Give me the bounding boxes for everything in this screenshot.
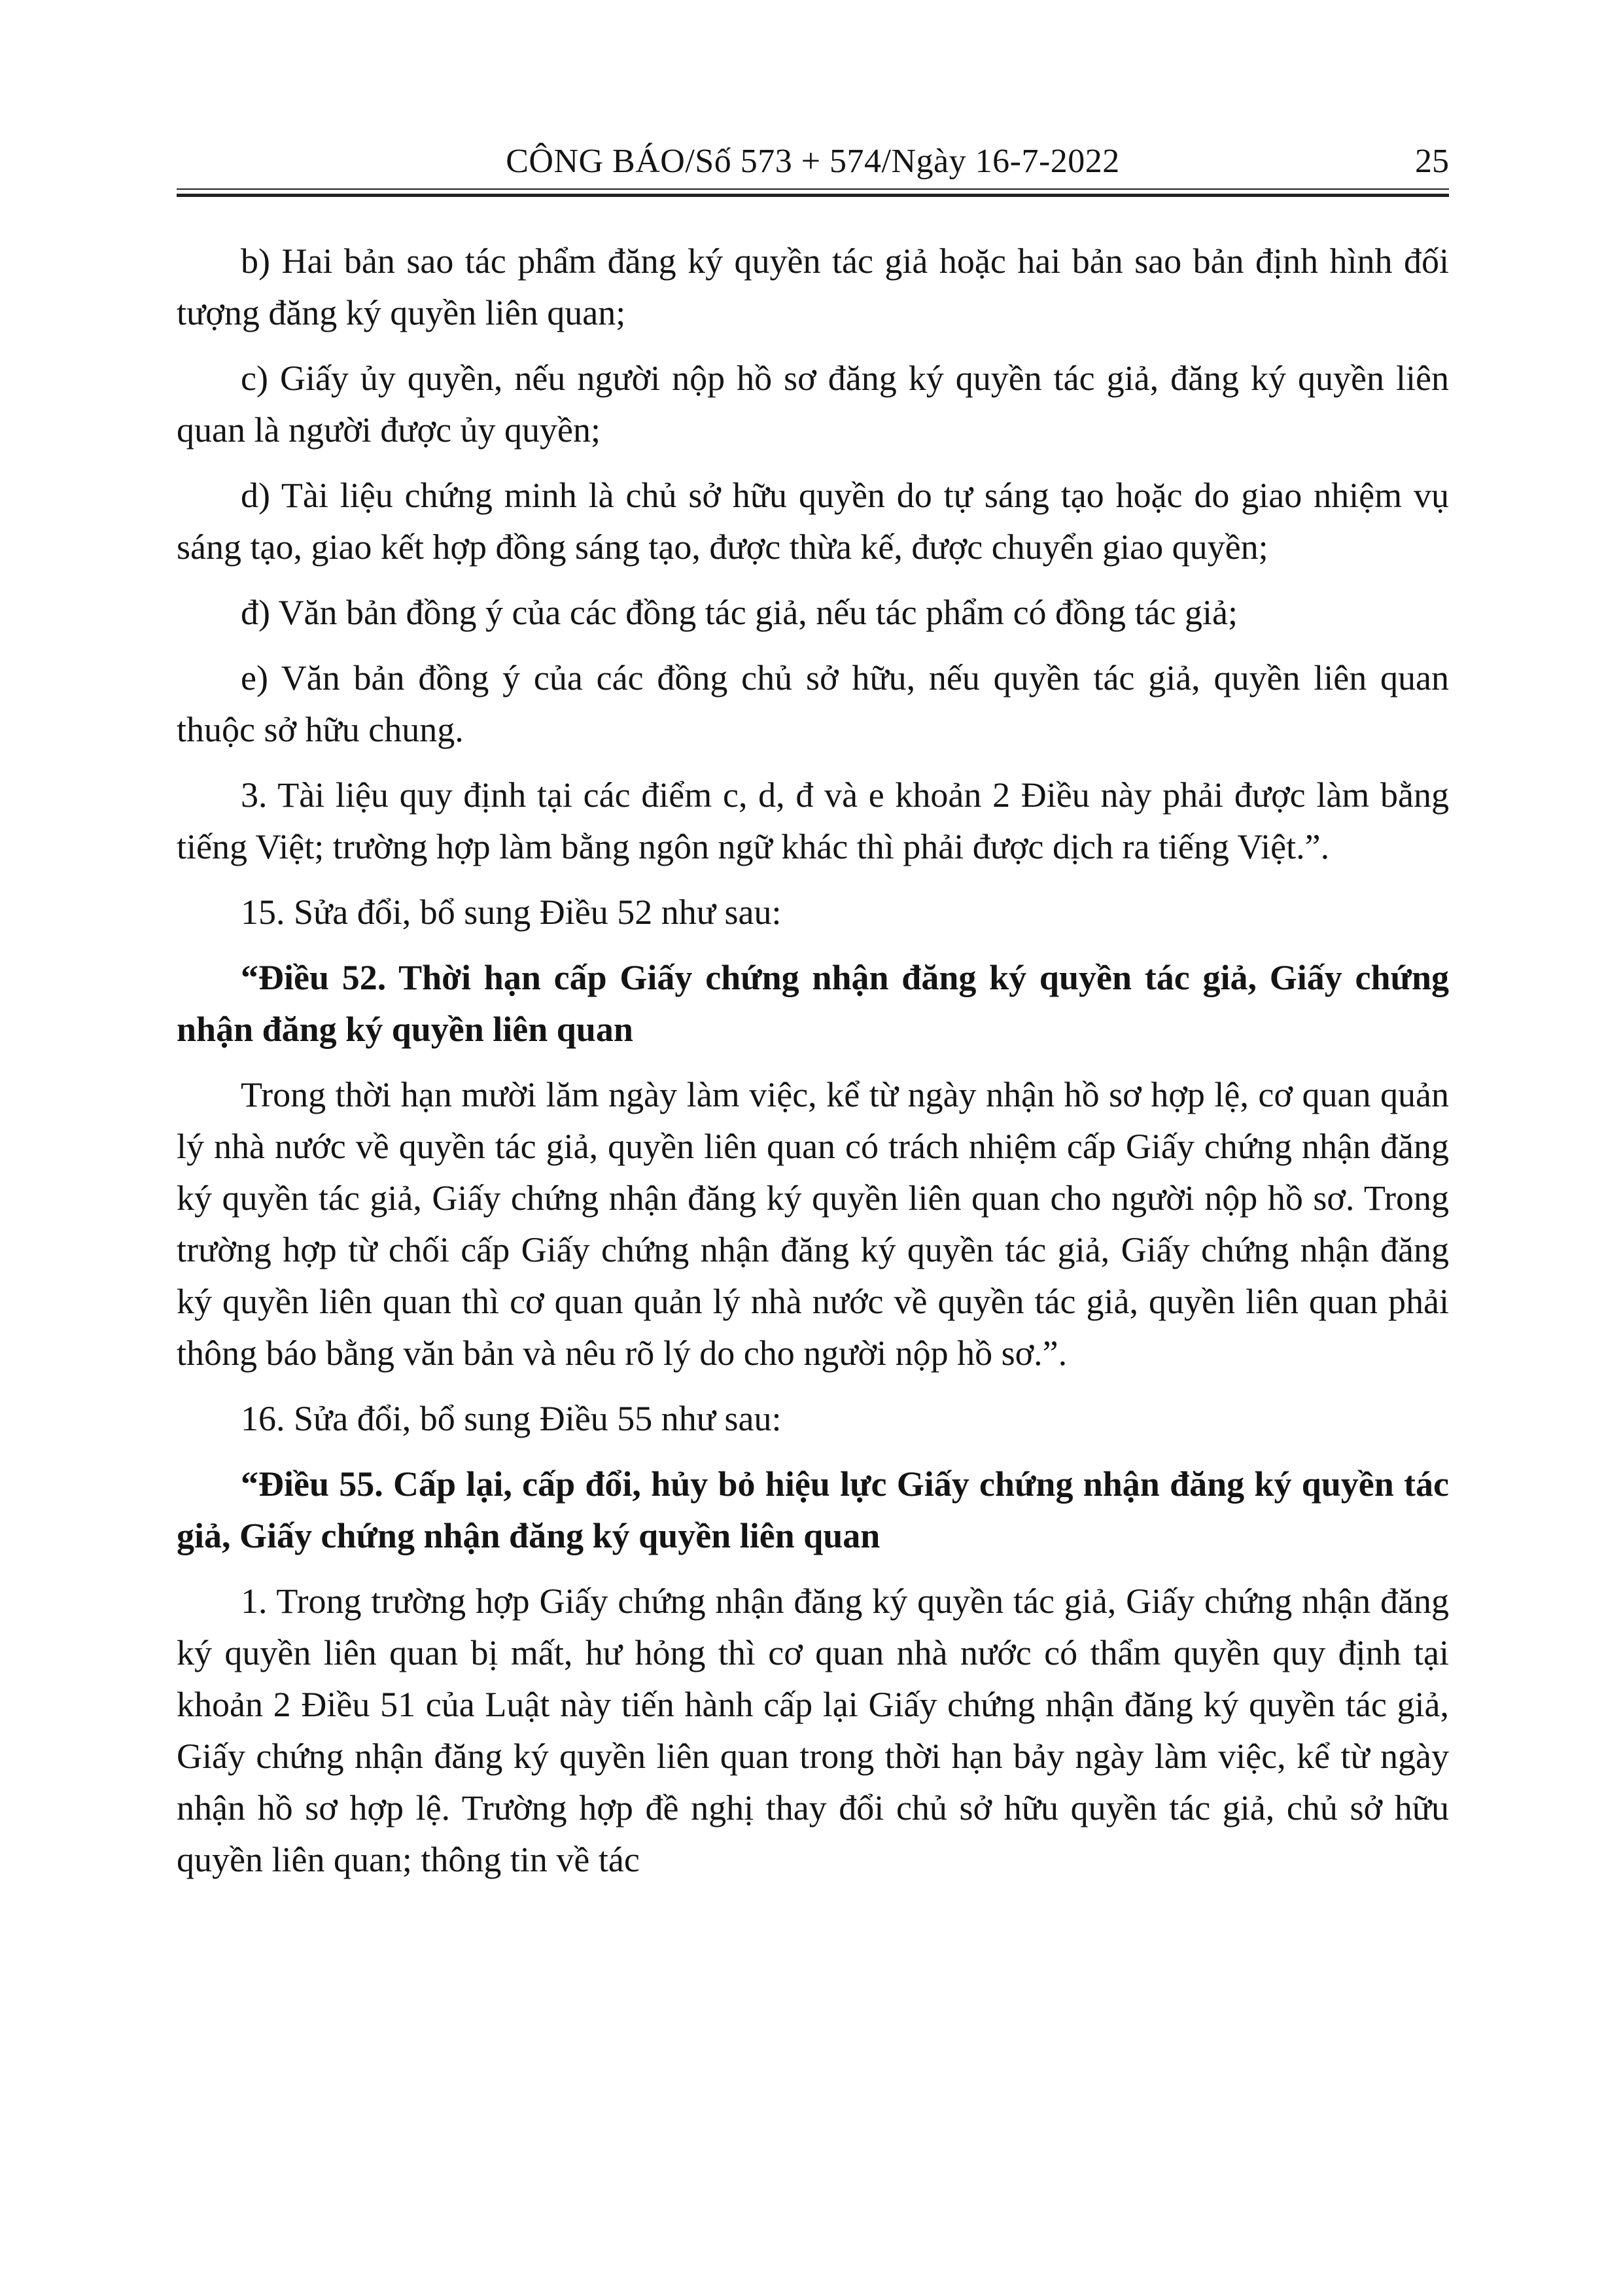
clause-c: c) Giấy ủy quyền, nếu người nộp hồ sơ đăng ký quyền tác giả, đăng ký quyền liên quan là người được ủy quyền; (177, 359, 1449, 450)
article-52-body: Trong thời hạn mười lăm ngày làm việc, kể từ ngày nhận hồ sơ hợp lệ, cơ quan quản lý nhà nước về quyền tác giả, quyền liên quan có trách nhiệm cấp Giấy chứng nhận đăng ký quyền tác giả, Giấy chứng nhận đăng ký quyền liên quan cho người nộp hồ sơ. Trong trường hợp từ chối cấp Giấy chứng nhận đăng ký quyền tác giả, Giấy chứng nhận đăng ký quyền liên quan thì cơ quan quản lý nhà nước về quyền tác giả, quyền liên quan phải thông báo bằng văn bản và nêu rõ lý do cho người nộp hồ sơ.”. (177, 1075, 1449, 1373)
article-52-heading: “Điều 52. Thời hạn cấp Giấy chứng nhận đăng ký quyền tác giả, Giấy chứng nhận đăng ký quyền liên quan (177, 958, 1449, 1049)
header-rule-thin (177, 188, 1449, 190)
document-body (177, 236, 1449, 1899)
article-55-item-1: 1. Trong trường hợp Giấy chứng nhận đăng ký quyền tác giả, Giấy chứng nhận đăng ký quyền liên quan bị mất, hư hỏng thì cơ quan nhà nước có thẩm quyền quy định tại khoản 2 Điều 51 của Luật này tiến hành cấp lại Giấy chứng nhận đăng ký quyền tác giả, Giấy chứng nhận đăng ký quyền liên quan trong thời hạn bảy ngày làm việc, kể từ ngày nhận hồ sơ hợp lệ. Trường hợp đề nghị thay đổi chủ sở hữu quyền tác giả, chủ sở hữu quyền liên quan; thông tin về tác (177, 1581, 1449, 1879)
amendment-15: 15. Sửa đổi, bổ sung Điều 52 như sau: (241, 892, 782, 932)
header-rule-thick (177, 194, 1449, 197)
page-number: 25 (1415, 143, 1449, 180)
clause-b: b) Hai bản sao tác phẩm đăng ký quyền tác giả hoặc hai bản sao bản định hình đối tượng đăng ký quyền liên quan; (177, 241, 1449, 332)
item-3: 3. Tài liệu quy định tại các điểm c, d, đ và e khoản 2 Điều này phải được làm bằng tiếng Việt; trường hợp làm bằng ngôn ngữ khác thì phải được dịch ra tiếng Việt.”. (177, 775, 1449, 866)
page-header (177, 139, 1449, 185)
article-55-heading: “Điều 55. Cấp lại, cấp đổi, hủy bỏ hiệu lực Giấy chứng nhận đăng ký quyền tác giả, Giấy chứng nhận đăng ký quyền liên quan (177, 1464, 1449, 1555)
amendment-16: 16. Sửa đổi, bổ sung Điều 55 như sau: (241, 1399, 782, 1438)
gazette-title: CÔNG BÁO/Số 573 + 574/Ngày 16-7-2022 (506, 143, 1120, 180)
document-page (177, 0, 1449, 2296)
clause-d: d) Tài liệu chứng minh là chủ sở hữu quyền do tự sáng tạo hoặc do giao nhiệm vụ sáng tạo, giao kết hợp đồng sáng tạo, được thừa kế, được chuyển giao quyền; (177, 476, 1449, 567)
clause-dd: đ) Văn bản đồng ý của các đồng tác giả, nếu tác phẩm có đồng tác giả; (241, 593, 1238, 632)
clause-e: e) Văn bản đồng ý của các đồng chủ sở hữu, nếu quyền tác giả, quyền liên quan thuộc sở hữu chung. (177, 658, 1449, 749)
